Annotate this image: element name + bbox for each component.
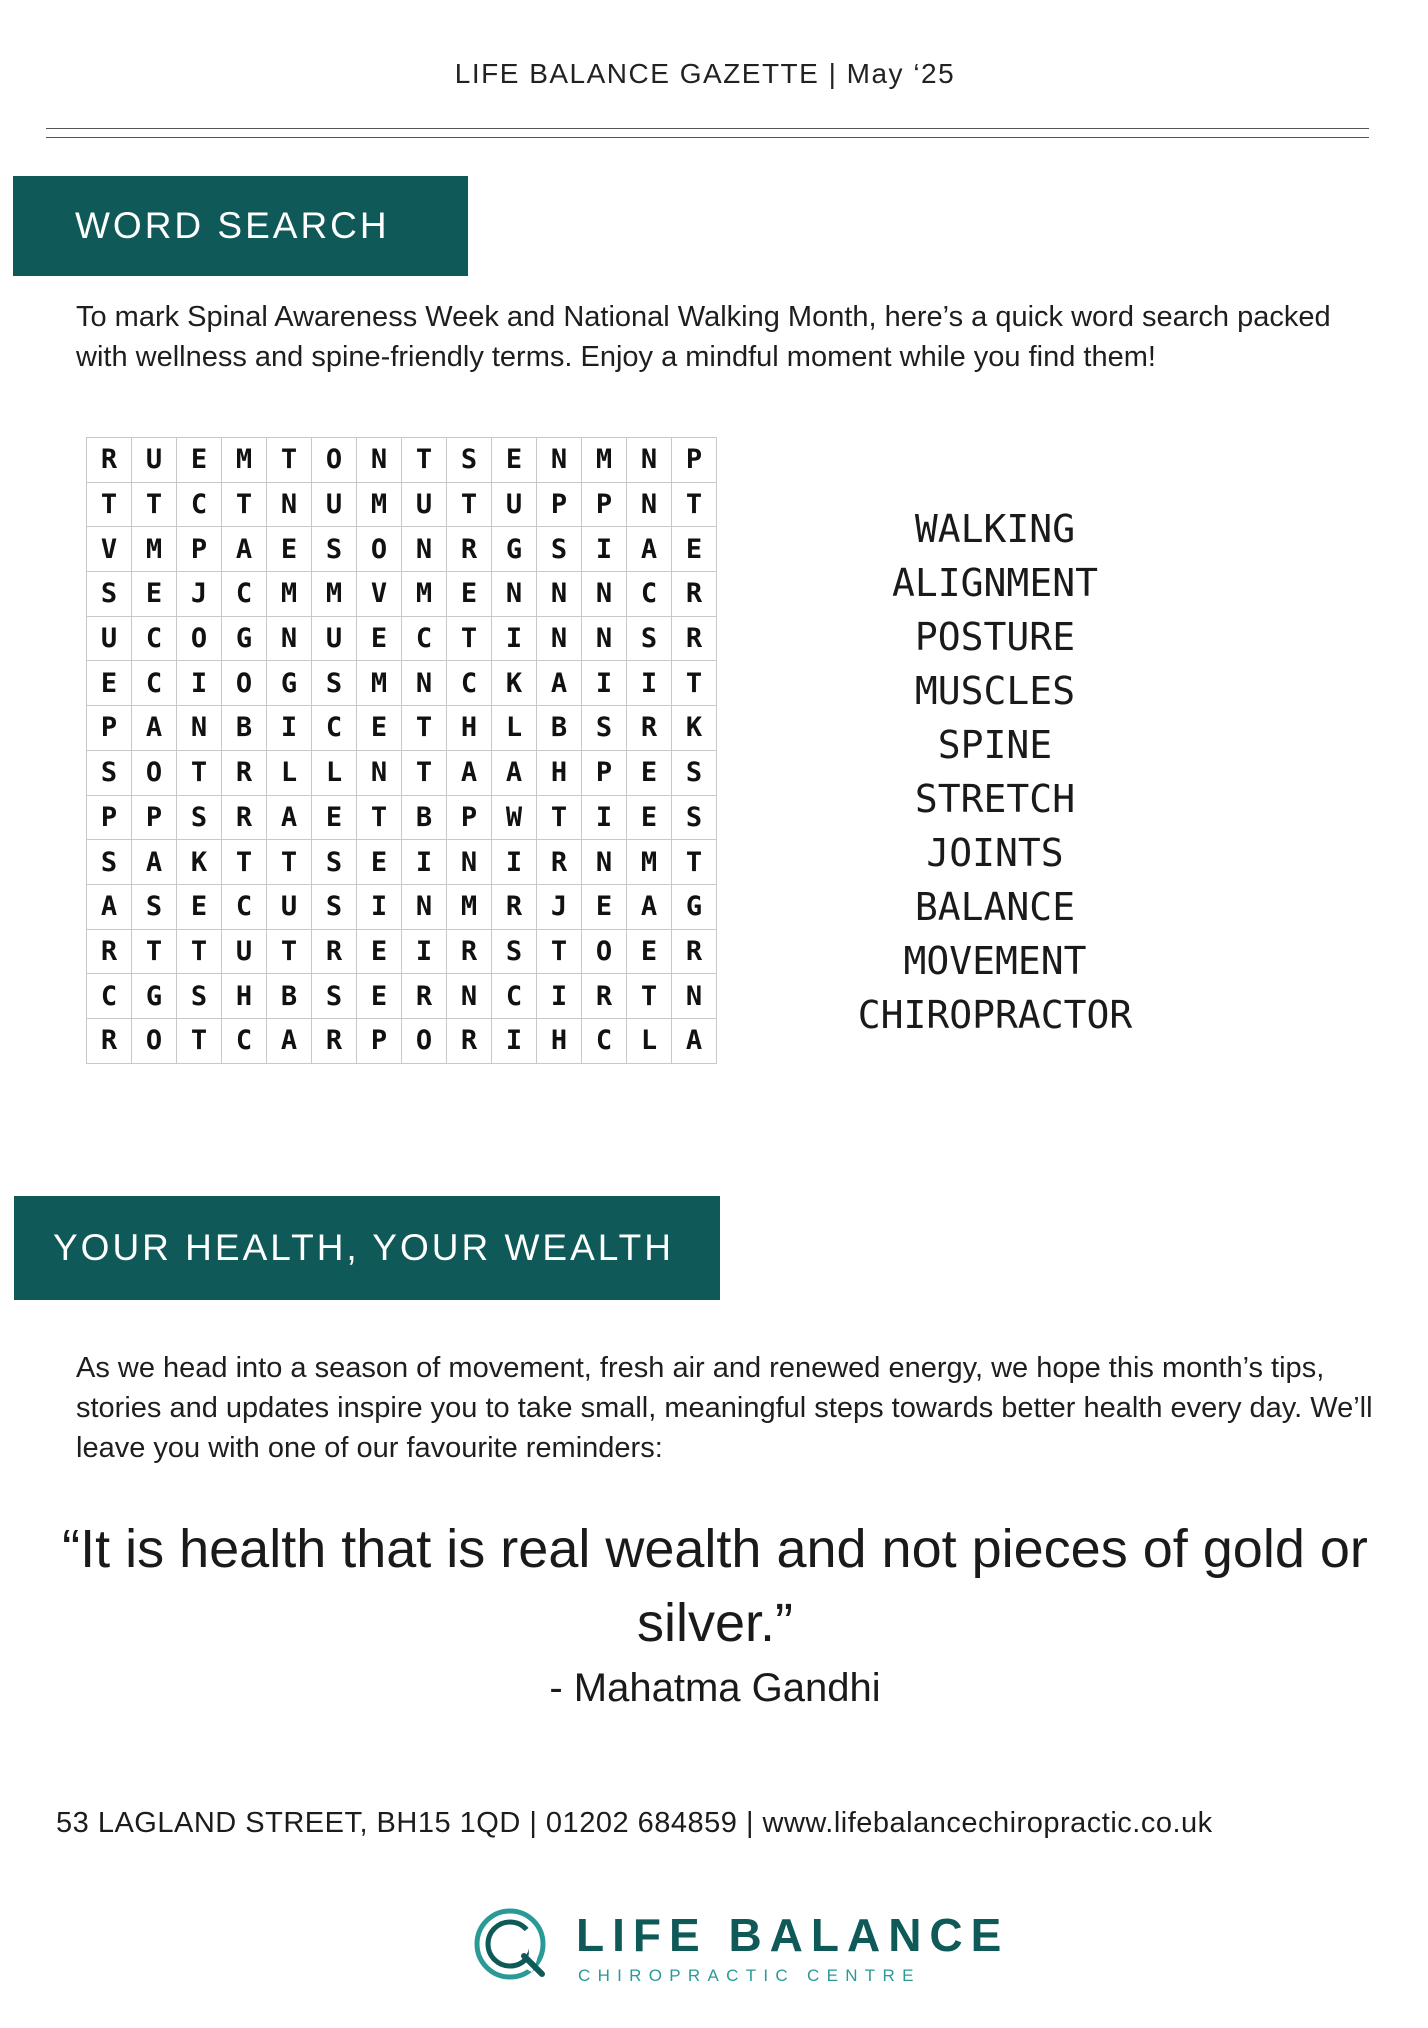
grid-cell: A [222, 527, 267, 572]
grid-row [87, 1018, 717, 1063]
word-search-banner [13, 176, 468, 276]
grid-cell: M [267, 572, 312, 617]
grid-cell: J [177, 572, 222, 617]
word-list-item: MOVEMENT [903, 939, 1087, 983]
grid-cell: S [312, 527, 357, 572]
grid-cell: C [492, 974, 537, 1019]
grid-cell: O [132, 750, 177, 795]
grid-cell: E [87, 661, 132, 706]
grid-cell: P [537, 482, 582, 527]
grid-cell: R [87, 438, 132, 483]
grid-row [87, 884, 717, 929]
grid-cell: R [447, 1018, 492, 1063]
grid-cell: M [357, 482, 402, 527]
grid-cell: A [87, 884, 132, 929]
grid-cell: N [582, 616, 627, 661]
grid-cell: N [582, 840, 627, 885]
grid-cell: A [267, 1018, 312, 1063]
grid-cell: B [222, 706, 267, 751]
grid-cell: A [132, 706, 177, 751]
grid-cell: E [627, 795, 672, 840]
grid-cell: E [357, 840, 402, 885]
grid-cell: I [267, 706, 312, 751]
grid-cell: U [402, 482, 447, 527]
word-search-word-list [835, 502, 1155, 1042]
word-list-item: SPINE [937, 723, 1053, 767]
grid-row [87, 706, 717, 751]
grid-cell: S [312, 661, 357, 706]
grid-cell: T [447, 616, 492, 661]
grid-cell: M [582, 438, 627, 483]
grid-cell: I [492, 616, 537, 661]
grid-cell: N [447, 840, 492, 885]
grid-row [87, 438, 717, 483]
grid-cell: C [132, 661, 177, 706]
grid-cell: E [177, 438, 222, 483]
grid-cell: N [492, 572, 537, 617]
grid-cell: R [402, 974, 447, 1019]
grid-cell: S [537, 527, 582, 572]
grid-cell: T [222, 840, 267, 885]
grid-cell: R [87, 929, 132, 974]
grid-row [87, 840, 717, 885]
grid-cell: I [582, 795, 627, 840]
word-list-item: STRETCH [914, 777, 1076, 821]
health-wealth-intro: As we head into a season of movement, fresh air and renewed energy, we hope this month’s tips, stories and updates inspire you to take small, meaningful steps towards better health every day. We’ll leave you with one of our favourite reminders: [76, 1352, 1373, 1464]
life-balance-logo [468, 1900, 1028, 2000]
grid-cell: T [267, 840, 312, 885]
grid-cell: E [672, 527, 717, 572]
grid-cell: N [177, 706, 222, 751]
grid-cell: O [222, 661, 267, 706]
grid-cell: P [132, 795, 177, 840]
grid-cell: I [627, 661, 672, 706]
grid-cell: C [312, 706, 357, 751]
grid-cell: E [357, 974, 402, 1019]
header-rule-bottom [46, 137, 1369, 138]
grid-cell: U [312, 616, 357, 661]
grid-cell: R [447, 527, 492, 572]
grid-cell: N [582, 572, 627, 617]
grid-cell: T [447, 482, 492, 527]
grid-cell: M [222, 438, 267, 483]
grid-cell: T [222, 482, 267, 527]
grid-cell: T [267, 438, 312, 483]
quote-author: - Mahatma Gandhi [549, 1666, 881, 1710]
grid-cell: H [447, 706, 492, 751]
grid-cell: E [492, 438, 537, 483]
grid-cell: N [537, 438, 582, 483]
grid-cell: S [582, 706, 627, 751]
grid-cell: H [537, 1018, 582, 1063]
grid-cell: P [87, 706, 132, 751]
grid-cell: C [87, 974, 132, 1019]
grid-cell: T [177, 1018, 222, 1063]
header-rule-top [46, 128, 1369, 129]
word-list-item: POSTURE [914, 615, 1076, 659]
word-search-grid [86, 437, 717, 1064]
word-list-item: JOINTS [926, 831, 1064, 875]
grid-cell: R [222, 795, 267, 840]
grid-cell: N [402, 527, 447, 572]
grid-cell: T [177, 929, 222, 974]
grid-cell: A [267, 795, 312, 840]
grid-cell: L [492, 706, 537, 751]
grid-cell: V [357, 572, 402, 617]
grid-cell: T [402, 706, 447, 751]
grid-cell: C [222, 884, 267, 929]
grid-cell: S [672, 795, 717, 840]
word-search-intro: To mark Spinal Awareness Week and National Walking Month, here’s a quick word search packed with wellness and spine-friendly terms. Enjoy a mindful moment while you find them! [76, 301, 1331, 373]
grid-cell: N [357, 438, 402, 483]
grid-cell: M [357, 661, 402, 706]
grid-cell: R [222, 750, 267, 795]
grid-cell: I [582, 527, 627, 572]
grid-cell: A [537, 661, 582, 706]
grid-cell: R [537, 840, 582, 885]
grid-cell: J [537, 884, 582, 929]
grid-cell: I [537, 974, 582, 1019]
grid-cell: C [402, 616, 447, 661]
grid-cell: N [537, 572, 582, 617]
grid-cell: E [447, 572, 492, 617]
grid-cell: N [357, 750, 402, 795]
grid-cell: C [222, 1018, 267, 1063]
grid-row [87, 795, 717, 840]
grid-cell: G [132, 974, 177, 1019]
grid-cell: R [312, 1018, 357, 1063]
grid-cell: V [87, 527, 132, 572]
grid-cell: N [447, 974, 492, 1019]
grid-cell: T [132, 929, 177, 974]
grid-cell: P [582, 482, 627, 527]
grid-cell: O [312, 438, 357, 483]
grid-cell: T [132, 482, 177, 527]
grid-cell: E [627, 929, 672, 974]
grid-cell: N [267, 482, 312, 527]
grid-cell: R [447, 929, 492, 974]
grid-cell: A [627, 527, 672, 572]
grid-row [87, 482, 717, 527]
grid-row [87, 750, 717, 795]
grid-cell: I [582, 661, 627, 706]
grid-cell: R [582, 974, 627, 1019]
grid-row [87, 616, 717, 661]
grid-cell: T [627, 974, 672, 1019]
grid-cell: K [672, 706, 717, 751]
grid-cell: C [177, 482, 222, 527]
grid-cell: A [447, 750, 492, 795]
grid-cell: E [357, 929, 402, 974]
logo-tagline: CHIROPRACTIC CENTRE [578, 1966, 921, 1985]
grid-cell: O [402, 1018, 447, 1063]
grid-cell: R [672, 572, 717, 617]
grid-cell: E [627, 750, 672, 795]
grid-cell: S [447, 438, 492, 483]
grid-cell: I [492, 840, 537, 885]
grid-cell: T [537, 929, 582, 974]
grid-cell: M [447, 884, 492, 929]
grid-cell: P [672, 438, 717, 483]
grid-cell: O [582, 929, 627, 974]
grid-cell: S [672, 750, 717, 795]
grid-cell: T [672, 661, 717, 706]
grid-cell: K [492, 661, 537, 706]
grid-cell: T [402, 438, 447, 483]
grid-cell: A [627, 884, 672, 929]
grid-cell: N [402, 884, 447, 929]
gandhi-quote: “It is health that is real wealth and not pieces of gold or silver.” [62, 1519, 1368, 1653]
grid-cell: T [672, 482, 717, 527]
grid-cell: A [132, 840, 177, 885]
grid-cell: R [312, 929, 357, 974]
footer-contact-line: 53 LAGLAND STREET, BH15 1QD | 01202 684859 | www.lifebalancechiropractic.co.uk [56, 1807, 1213, 1839]
grid-cell: P [582, 750, 627, 795]
health-wealth-heading: YOUR HEALTH, YOUR WEALTH [53, 1227, 674, 1268]
grid-cell: E [582, 884, 627, 929]
grid-cell: M [312, 572, 357, 617]
grid-cell: G [672, 884, 717, 929]
grid-cell: S [87, 840, 132, 885]
grid-row [87, 572, 717, 617]
grid-cell: R [672, 929, 717, 974]
grid-cell: T [357, 795, 402, 840]
grid-cell: C [582, 1018, 627, 1063]
grid-cell: T [267, 929, 312, 974]
grid-cell: T [672, 840, 717, 885]
grid-cell: K [177, 840, 222, 885]
grid-cell: O [132, 1018, 177, 1063]
grid-cell: C [627, 572, 672, 617]
grid-cell: I [402, 929, 447, 974]
grid-cell: C [447, 661, 492, 706]
grid-cell: C [132, 616, 177, 661]
grid-cell: T [177, 750, 222, 795]
grid-cell: I [177, 661, 222, 706]
grid-cell: S [312, 974, 357, 1019]
grid-cell: W [492, 795, 537, 840]
grid-cell: S [132, 884, 177, 929]
grid-cell: N [267, 616, 312, 661]
grid-cell: G [267, 661, 312, 706]
grid-cell: B [402, 795, 447, 840]
grid-cell: T [537, 795, 582, 840]
grid-cell: U [222, 929, 267, 974]
grid-cell: N [402, 661, 447, 706]
grid-cell: U [492, 482, 537, 527]
grid-cell: E [177, 884, 222, 929]
grid-cell: L [627, 1018, 672, 1063]
grid-cell: G [222, 616, 267, 661]
grid-cell: R [672, 616, 717, 661]
word-list-item: WALKING [914, 507, 1076, 551]
grid-row [87, 661, 717, 706]
grid-cell: U [132, 438, 177, 483]
grid-cell: B [267, 974, 312, 1019]
grid-cell: E [357, 706, 402, 751]
grid-cell: N [537, 616, 582, 661]
grid-cell: L [267, 750, 312, 795]
grid-row [87, 974, 717, 1019]
grid-cell: P [447, 795, 492, 840]
grid-cell: M [132, 527, 177, 572]
gazette-header-title: LIFE BALANCE GAZETTE | May ‘25 [454, 58, 956, 89]
grid-cell: S [87, 572, 132, 617]
grid-cell: E [267, 527, 312, 572]
grid-cell: R [492, 884, 537, 929]
word-list-item: BALANCE [914, 885, 1076, 929]
grid-cell: A [672, 1018, 717, 1063]
grid-cell: L [312, 750, 357, 795]
word-list-item: ALIGNMENT [892, 561, 1098, 605]
grid-cell: R [627, 706, 672, 751]
grid-row [87, 527, 717, 572]
grid-cell: T [87, 482, 132, 527]
grid-cell: S [312, 840, 357, 885]
grid-cell: S [492, 929, 537, 974]
grid-cell: N [627, 482, 672, 527]
grid-cell: S [177, 795, 222, 840]
grid-cell: N [672, 974, 717, 1019]
grid-cell: E [132, 572, 177, 617]
grid-cell: A [492, 750, 537, 795]
grid-cell: S [177, 974, 222, 1019]
grid-cell: N [627, 438, 672, 483]
health-wealth-banner [14, 1196, 720, 1300]
word-search-heading: WORD SEARCH [75, 205, 390, 246]
grid-cell: H [222, 974, 267, 1019]
grid-cell: S [312, 884, 357, 929]
grid-cell: M [627, 840, 672, 885]
word-list-item: CHIROPRACTOR [857, 993, 1133, 1037]
grid-cell: I [357, 884, 402, 929]
grid-cell: U [87, 616, 132, 661]
grid-cell: P [87, 795, 132, 840]
grid-cell: S [87, 750, 132, 795]
grid-cell: B [537, 706, 582, 751]
life-balance-logo-mark-icon [468, 1900, 556, 1988]
grid-cell: I [402, 840, 447, 885]
grid-cell: R [87, 1018, 132, 1063]
grid-row [87, 929, 717, 974]
grid-cell: I [492, 1018, 537, 1063]
logo-wordmark: LIFE BALANCE [576, 1909, 1010, 1961]
grid-cell: E [357, 616, 402, 661]
grid-cell: U [267, 884, 312, 929]
grid-cell: H [537, 750, 582, 795]
grid-cell: E [312, 795, 357, 840]
grid-cell: T [402, 750, 447, 795]
grid-cell: U [312, 482, 357, 527]
word-list-item: MUSCLES [914, 669, 1076, 713]
grid-cell: M [402, 572, 447, 617]
grid-cell: P [177, 527, 222, 572]
grid-cell: O [177, 616, 222, 661]
grid-cell: G [492, 527, 537, 572]
grid-cell: C [222, 572, 267, 617]
grid-cell: S [627, 616, 672, 661]
grid-cell: P [357, 1018, 402, 1063]
grid-cell: O [357, 527, 402, 572]
